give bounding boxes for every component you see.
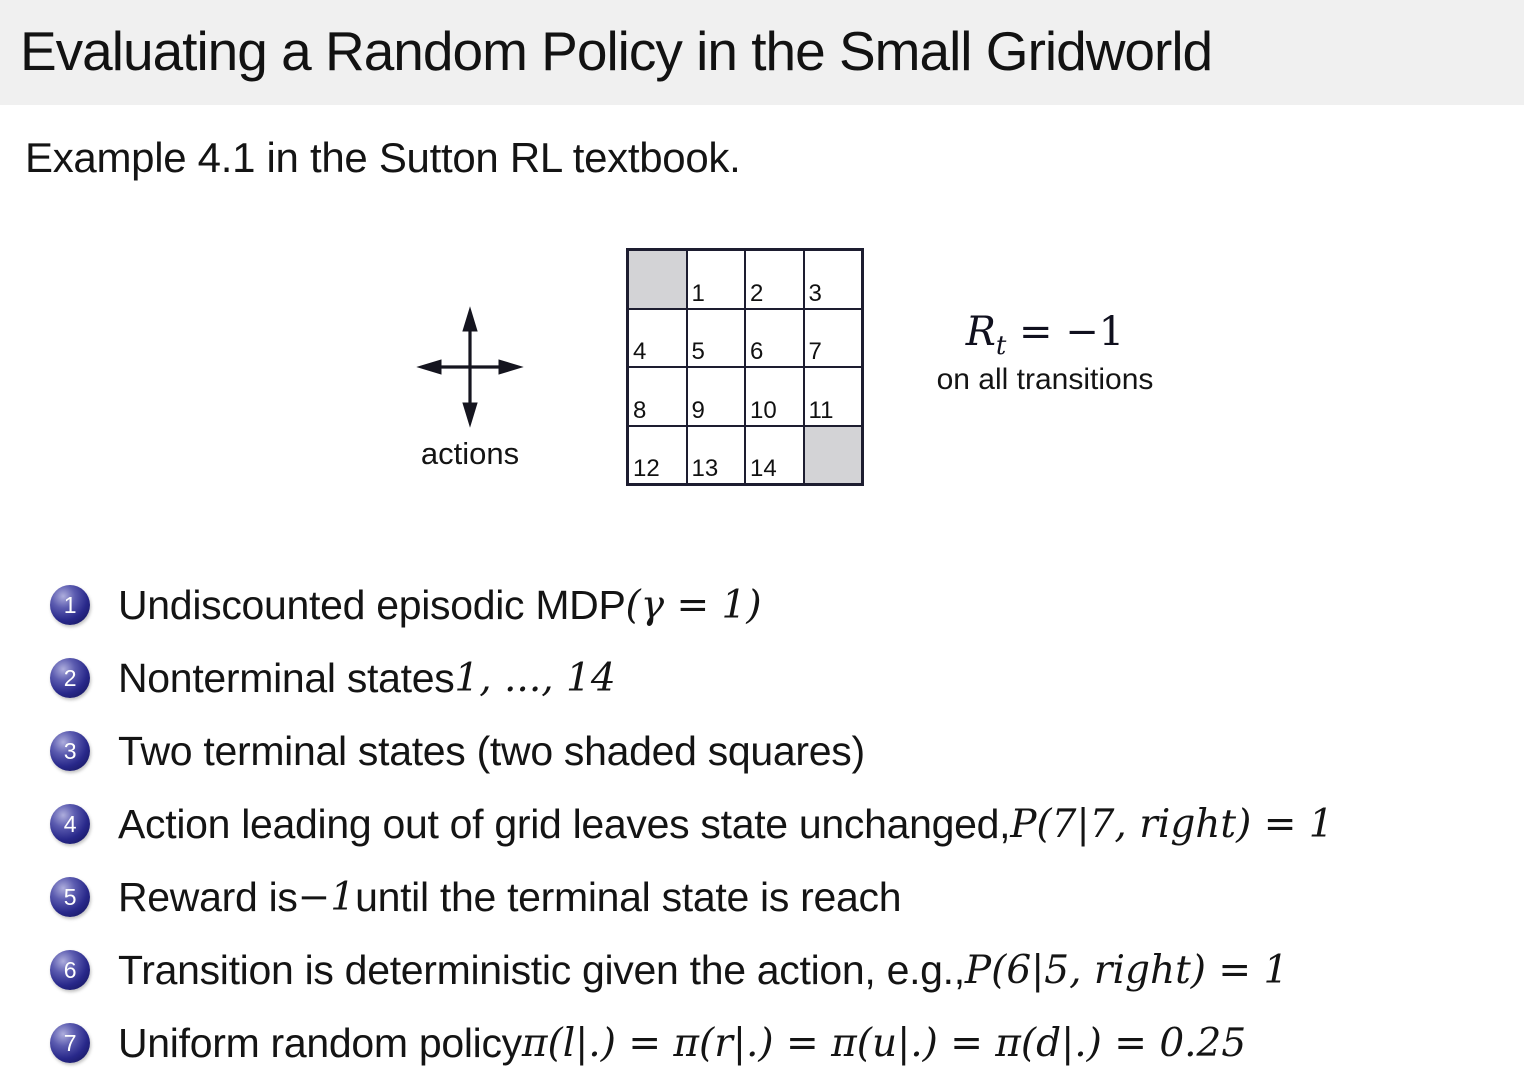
grid-cell-1: 1 (687, 250, 746, 309)
grid-cell-7: 7 (804, 309, 863, 368)
item-text: until the terminal state is reach (355, 873, 902, 920)
item-math: 1, ..., 14 (454, 655, 616, 701)
reward-block (920, 310, 1170, 397)
grid-cell-9: 9 (687, 367, 746, 426)
reward-subscript: t (995, 331, 1007, 361)
item-math: P(6|5, right) = 1 (964, 947, 1289, 993)
enumerate-ball-4: 4 (50, 804, 90, 844)
item-text: Undiscounted episodic MDP (118, 581, 626, 628)
actions-block (408, 300, 532, 472)
item-text: Nonterminal states (118, 654, 455, 701)
actions-cross-icon (408, 300, 532, 432)
gridworld-grid (626, 248, 864, 486)
item-text: Action leading out of grid leaves state unchanged, (118, 800, 1011, 847)
actions-label: actions (420, 436, 520, 471)
list-item-1 (50, 583, 1510, 627)
grid-cell-6: 6 (745, 309, 804, 368)
enumerate-ball-3: 3 (50, 731, 90, 771)
constraints-list (50, 583, 1510, 1080)
list-item-6 (50, 948, 1510, 992)
grid-cell-terminal (804, 426, 863, 485)
grid-cell-2: 2 (745, 250, 804, 309)
reward-caption: on all transitions (936, 362, 1154, 396)
grid-cell-terminal (628, 250, 687, 309)
slide-title-bar (0, 0, 1524, 105)
grid-cell-3: 3 (804, 250, 863, 309)
item-math: π(l|.) = π(r|.) = π(u|.) = π(d|.) = 0.25 (521, 1020, 1247, 1066)
grid-cell-5: 5 (687, 309, 746, 368)
enumerate-ball-7: 7 (50, 1023, 90, 1063)
grid-cell-13: 13 (687, 426, 746, 485)
item-text: Transition is deterministic given the action, e.g., (118, 946, 965, 993)
grid-cell-12: 12 (628, 426, 687, 485)
list-item-3 (50, 729, 1510, 773)
grid-cell-8: 8 (628, 367, 687, 426)
list-item-2 (50, 656, 1510, 700)
grid-cell-10: 10 (745, 367, 804, 426)
list-item-7 (50, 1021, 1510, 1065)
enumerate-ball-6: 6 (50, 950, 90, 990)
item-math: −1 (297, 874, 356, 920)
item-math: (γ = 1) (625, 582, 762, 628)
list-item-5 (50, 875, 1510, 919)
enumerate-ball-5: 5 (50, 877, 90, 917)
subtitle: Example 4.1 in the Sutton RL textbook. (25, 134, 741, 181)
enumerate-ball-1: 1 (50, 585, 90, 625)
item-text: Reward is (118, 873, 298, 920)
grid-cell-11: 11 (804, 367, 863, 426)
grid-cell-14: 14 (745, 426, 804, 485)
item-text: Uniform random policy (118, 1019, 522, 1066)
item-text: Two terminal states (two shaded squares) (118, 727, 865, 774)
slide-title: Evaluating a Random Policy in the Small Gridworld (20, 19, 1213, 82)
reward-symbol: R (965, 309, 996, 355)
grid-cell-4: 4 (628, 309, 687, 368)
list-item-4 (50, 802, 1510, 846)
reward-value: = −1 (1006, 309, 1125, 355)
enumerate-ball-2: 2 (50, 658, 90, 698)
reward-equation (920, 310, 1170, 361)
item-math: P(7|7, right) = 1 (1010, 801, 1334, 847)
